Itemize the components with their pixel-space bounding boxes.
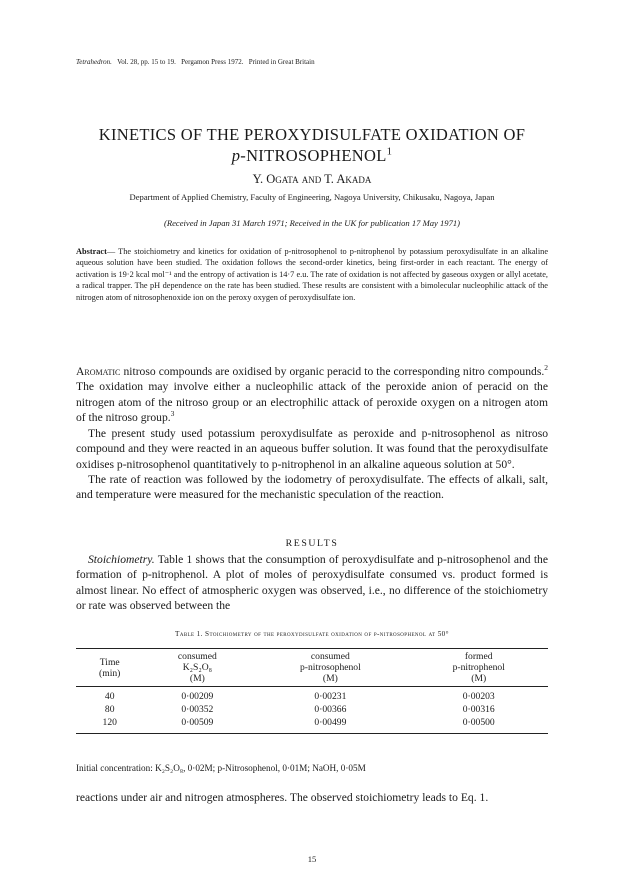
page-number: 15	[307, 854, 317, 864]
abstract-label: Abstract	[76, 247, 107, 256]
citation-ref: 3	[170, 409, 175, 419]
intro-paragraph-2: The present study used potassium peroxydisulfate as peroxide and p-nitrosophenol as nitroso compound and they were reacted in an aqueous buffer solution. It was found that the peroxydisulfate oxidises p-nitrosophenol quantitatively to p-nitrophenol in an alkaline aqueous solution at 50°.	[76, 427, 548, 471]
abstract-text: — The stoichiometry and kinetics for oxidation of p-nitrosophenol to p-nitrophenol by potassium peroxydisulfate in an alkaline aqueous solution have been studied. The oxidation follows the second-order kinetics, being first-order in each reactant. The energy of activation is 19·2 kcal mol⁻¹ and the entropy of activation is 14·7 e.u. The rate of oxidation is not affected by gaseous oxygen or allyl acetate, a radical trapper. The pH dependence on the rate has been studied. These results are consistent with a bimolecular nucleophilic attack of the nitrogen atom of nitrosophenoxide ion on the peroxy oxygen of peroxydisulfate ion.	[76, 247, 548, 302]
intro-paragraph-1: Aromatic nitroso compounds are oxidised by organic peracid to the corresponding nitro compounds.$^2$ The oxidation may involve either a nucleophilic attack of the peroxide anion of peracid on the nitrogen atom of the nitroso group or an electrophilic attack of peroxide oxygen on a nitrogen atom of the nitroso group.$^3$	[76, 363, 548, 425]
publisher: Pergamon Press 1972.	[181, 58, 244, 66]
table-header-k2s2o8: consumed K₂S₂O₈ (M)	[177, 651, 217, 684]
results-heading: RESULTS	[285, 538, 339, 549]
table-row: 80 0·00352 0·00366 0·00316	[104, 703, 495, 715]
stoichiometry-table	[76, 648, 548, 734]
table-footnote: Initial concentration: K₂S₂O₈, 0·02M; p-Nitrosophenol, 0·01M; NaOH, 0·05M	[76, 763, 366, 773]
title-line-1: KINETICS OF THE PEROXYDISULFATE OXIDATION OF	[98, 125, 526, 144]
journal-name: Tetrahedron.	[76, 58, 112, 66]
table-caption: Table 1. Stoichiometry of the peroxydisulfate oxidation of p-nitrosophenol at 50°	[175, 630, 449, 638]
closing-paragraph: reactions under air and nitrogen atmospheres. The observed stoichiometry leads to Eq. 1.	[76, 791, 489, 804]
table-row: 40 0·00209 0·00231 0·00203	[104, 691, 495, 702]
printed-in: Printed in Great Britain	[248, 58, 315, 66]
abstract	[76, 246, 548, 303]
journal-citation: Vol. 28, pp. 15 to 19.	[117, 58, 176, 66]
affiliation: Department of Applied Chemistry, Faculty of Engineering, Nagoya University, Chikusaku, Nagoya, Japan	[129, 192, 495, 202]
table-header-nitrophenol: formed p-nitrophenol (M)	[452, 651, 505, 684]
table-header-nitrosophenol: consumed p-nitrosophenol (M)	[300, 651, 361, 684]
journal-header	[76, 58, 315, 66]
paper-title	[60, 124, 564, 166]
title-line-2: p-NITROSOPHENOL$^1$	[231, 145, 393, 165]
table-header-time: Time (min)	[99, 656, 121, 679]
intro-paragraph-3: The rate of reaction was followed by the iodometry of peroxydisulfate. The effects of alkali, salt, and temperature were measured for the mechanistic speculation of the reaction.	[76, 473, 548, 502]
citation-ref: 2	[544, 363, 548, 373]
authors: Y. Ogata and T. Akada	[252, 172, 372, 186]
received-dates: (Received in Japan 31 March 1971; Received in the UK for publication 17 May 1971)	[163, 218, 461, 228]
table-row: 120 0·00509 0·00499 0·00500	[102, 716, 495, 728]
subsection-heading: Stoichiometry.	[88, 553, 155, 566]
results-paragraph: Stoichiometry. Table 1 shows that the consumption of peroxydisulfate and p-nitrosophenol and the formation of p-nitrophenol. A plot of moles of peroxydisulfate consumed vs. product formed is almost linear. No effect of atmospheric oxygen was observed, i.e., no difference of the stoichiometry or rate was observed between the	[76, 553, 548, 613]
